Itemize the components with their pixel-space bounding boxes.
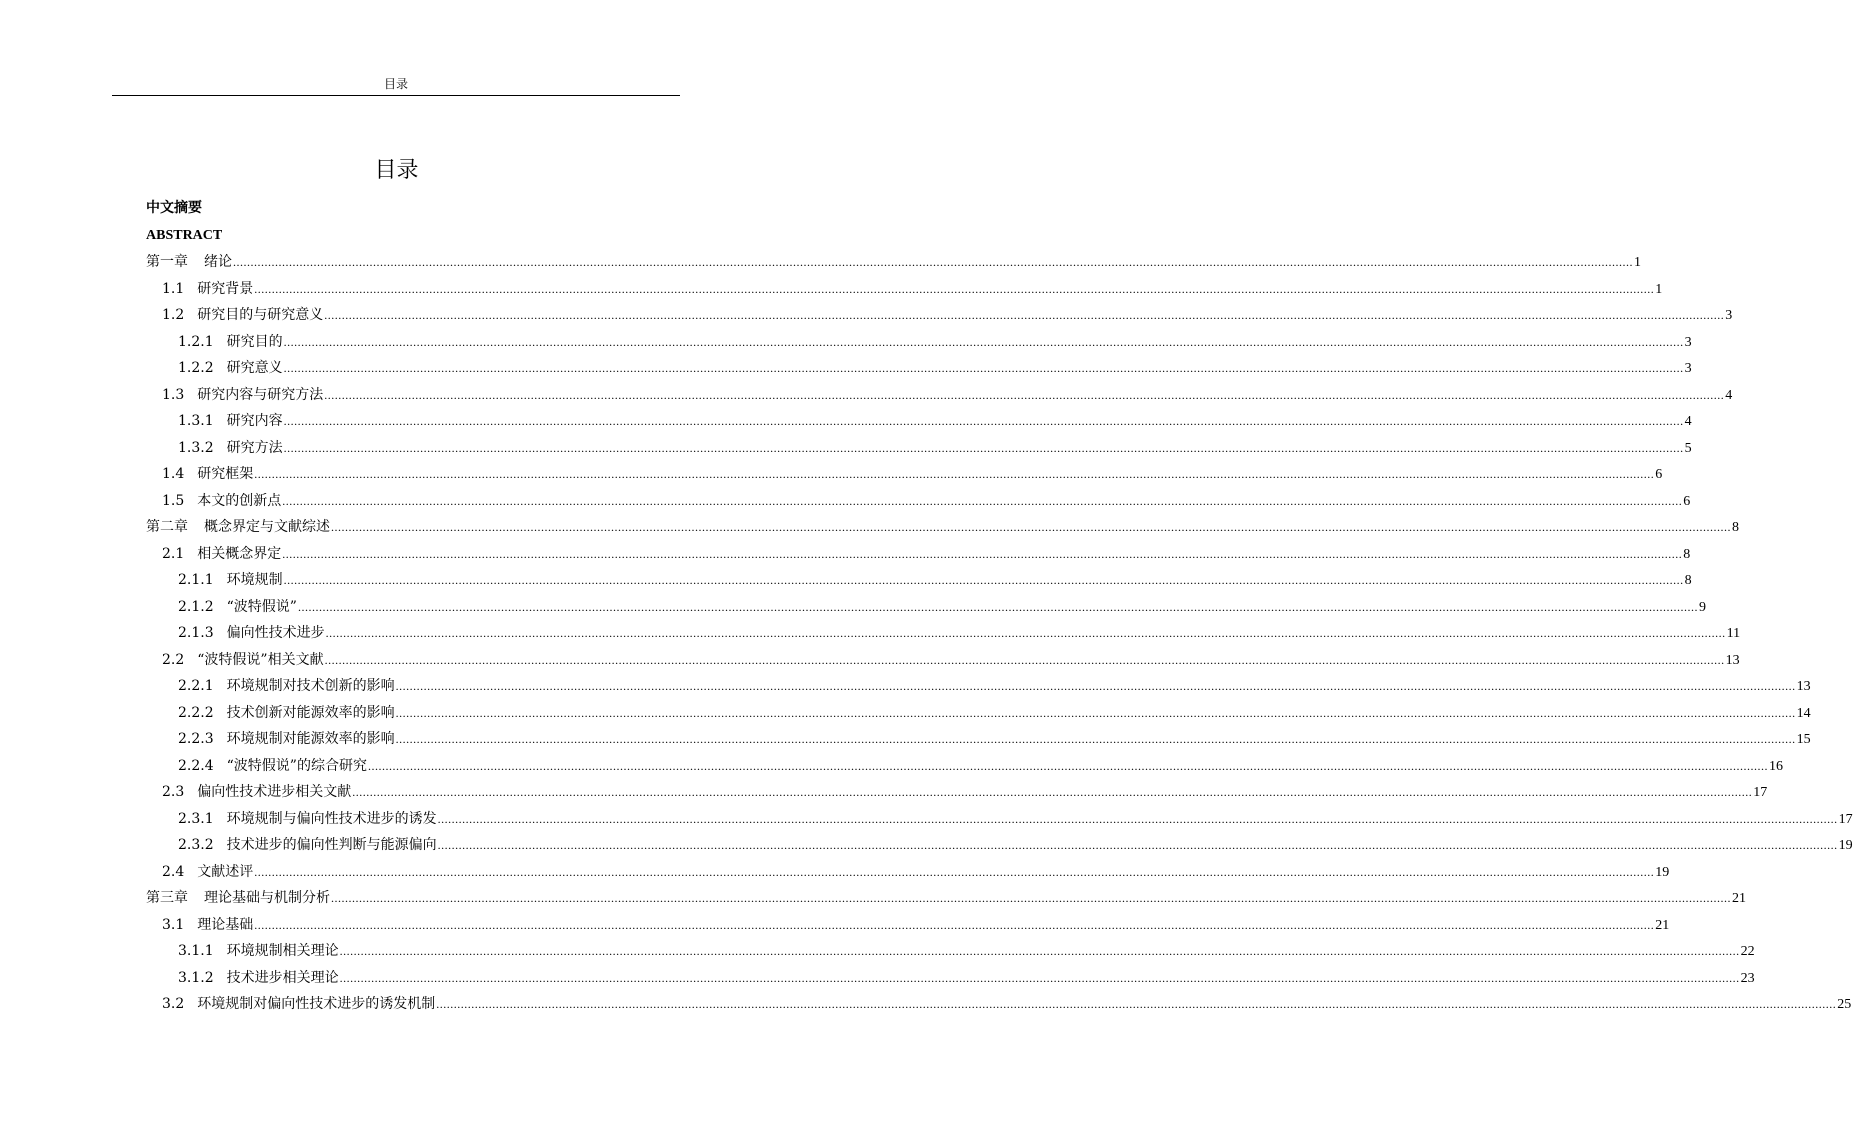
toc-entry[interactable] bbox=[162, 464, 1663, 485]
toc-dot-leader: ................................................................................................................................................................................................................................................................................................................................................................................................................ bbox=[367, 758, 1768, 773]
toc-entry-title: 理论基础与机制分析 bbox=[204, 890, 330, 906]
toc-dot-leader: ................................................................................................................................................................................................................................................................................................................................................................................................................ bbox=[282, 546, 1683, 561]
toc-entry[interactable] bbox=[162, 491, 1691, 512]
toc-dot-leader: ................................................................................................................................................................................................................................................................................................................................................................................................................ bbox=[324, 652, 1725, 667]
toc-entry-page-number: 8 bbox=[1684, 573, 1692, 588]
toc-entry-title: 环境规制 bbox=[226, 572, 283, 588]
toc-dot-leader: ................................................................................................................................................................................................................................................................................................................................................................................................................ bbox=[283, 440, 1684, 455]
toc-entry-page-number: 1 bbox=[1634, 255, 1641, 270]
toc-entry-page-number: 14 bbox=[1796, 705, 1811, 721]
toc-entry-page-number: 17 bbox=[1753, 785, 1768, 800]
toc-dot-leader: ................................................................................................................................................................................................................................................................................................................................................................................................................ bbox=[254, 467, 1655, 481]
toc-dot-leader: ................................................................................................................................................................................................................................................................................................................................................................................................................ bbox=[331, 891, 1731, 905]
toc-entry-chinese-abstract[interactable]: 中文摘要 bbox=[146, 201, 202, 216]
toc-entry-number: 2.1 bbox=[162, 545, 185, 562]
toc-entry-title: 相关概念界定 bbox=[197, 545, 282, 562]
toc-entry[interactable] bbox=[146, 517, 1739, 538]
toc-entry-number: 2.3.2 bbox=[178, 837, 214, 853]
toc-entry-number: 2.3 bbox=[162, 784, 185, 800]
toc-entry-page-number: 13 bbox=[1796, 679, 1811, 694]
toc-entry-number: 2.2.2 bbox=[178, 704, 214, 721]
toc-entry-page-number: 11 bbox=[1726, 626, 1741, 641]
toc-entry-page-number: 4 bbox=[1725, 387, 1733, 403]
toc-entry-page-number: 6 bbox=[1683, 493, 1691, 509]
toc-entry[interactable] bbox=[178, 411, 1692, 432]
toc-entry[interactable] bbox=[162, 994, 1852, 1015]
toc-entry[interactable] bbox=[146, 888, 1746, 909]
toc-entry[interactable] bbox=[178, 835, 1853, 856]
toc-entry-number: 1.5 bbox=[162, 492, 185, 509]
toc-entry-number: 1.3 bbox=[162, 386, 185, 403]
toc-dot-leader: ................................................................................................................................................................................................................................................................................................................................................................................................................ bbox=[282, 493, 1683, 508]
toc-entry-title: 环境规制与偏向性技术进步的诱发 bbox=[226, 810, 437, 827]
toc-entry[interactable] bbox=[146, 252, 1641, 273]
toc-entry-page-number: 16 bbox=[1768, 758, 1783, 774]
toc-entry-number: 2.2.4 bbox=[178, 757, 214, 774]
toc-entry-title: 环境规制对偏向性技术进步的诱发机制 bbox=[197, 996, 436, 1012]
page-title: 目录 bbox=[374, 158, 419, 183]
toc-entry-number: 2.1.3 bbox=[178, 625, 214, 641]
toc-entry-page-number: 25 bbox=[1837, 997, 1852, 1012]
toc-entry[interactable] bbox=[178, 809, 1853, 830]
toc-dot-leader: ................................................................................................................................................................................................................................................................................................................................................................................................................ bbox=[283, 334, 1684, 349]
toc-entry-title: 环境规制对能源效率的影响 bbox=[226, 731, 395, 747]
toc-entry-number: 2.1.2 bbox=[178, 598, 214, 615]
header-rule bbox=[112, 95, 680, 96]
toc-entry[interactable] bbox=[178, 570, 1692, 591]
toc-dot-leader: ................................................................................................................................................................................................................................................................................................................................................................................................................ bbox=[283, 361, 1684, 375]
toc-entry-page-number: 19 bbox=[1838, 838, 1853, 853]
toc-entry[interactable] bbox=[178, 729, 1811, 750]
toc-entry[interactable] bbox=[162, 862, 1670, 883]
toc-entry-number: 3.1.1 bbox=[178, 943, 214, 959]
toc-entry-page-number: 3 bbox=[1725, 308, 1733, 323]
toc-dot-leader: ................................................................................................................................................................................................................................................................................................................................................................................................................ bbox=[254, 864, 1655, 879]
toc-entry-title: “波特假说”相关文献 bbox=[197, 651, 324, 668]
toc-dot-leader: ................................................................................................................................................................................................................................................................................................................................................................................................................ bbox=[339, 944, 1740, 958]
toc-dot-leader: ................................................................................................................................................................................................................................................................................................................................................................................................................ bbox=[297, 599, 1698, 614]
toc-entry-number: 2.2 bbox=[162, 651, 185, 668]
toc-entry-title: 研究内容 bbox=[226, 413, 283, 429]
toc-entry-page-number: 9 bbox=[1698, 599, 1706, 615]
toc-entry-title: 技术进步的偏向性判断与能源偏向 bbox=[226, 837, 437, 853]
toc-dot-leader: ................................................................................................................................................................................................................................................................................................................................................................................................................ bbox=[283, 573, 1684, 587]
toc-entry-title: 技术进步相关理论 bbox=[226, 969, 339, 986]
toc-entry-number: 1.2.2 bbox=[178, 360, 214, 376]
toc-entry-title: 研究目的 bbox=[226, 333, 283, 350]
toc-entry[interactable] bbox=[162, 305, 1733, 326]
toc-entry-title: 本文的创新点 bbox=[197, 492, 282, 509]
toc-dot-leader: ................................................................................................................................................................................................................................................................................................................................................................................................................ bbox=[437, 811, 1838, 826]
toc-entry-page-number: 8 bbox=[1683, 546, 1691, 562]
toc-entry-number: 2.4 bbox=[162, 863, 185, 880]
toc-entry-number: 1.2.1 bbox=[178, 333, 214, 350]
toc-entry-number: 1.3.1 bbox=[178, 413, 214, 429]
toc-entry-page-number: 15 bbox=[1796, 732, 1811, 747]
toc-entry-page-number: 6 bbox=[1655, 467, 1663, 482]
toc-entry-number: 1.2 bbox=[162, 307, 185, 323]
toc-dot-leader: ................................................................................................................................................................................................................................................................................................................................................................................................................ bbox=[331, 520, 1731, 534]
toc-dot-leader: ................................................................................................................................................................................................................................................................................................................................................................................................................ bbox=[324, 387, 1725, 402]
toc-dot-leader: ................................................................................................................................................................................................................................................................................................................................................................................................................ bbox=[339, 970, 1740, 985]
toc-dot-leader: ................................................................................................................................................................................................................................................................................................................................................................................................................ bbox=[283, 414, 1684, 428]
toc-entry-page-number: 4 bbox=[1684, 414, 1692, 429]
toc-dot-leader: ................................................................................................................................................................................................................................................................................................................................................................................................................ bbox=[254, 281, 1655, 296]
toc-entry-title: 研究目的与研究意义 bbox=[197, 307, 324, 323]
toc-entry-page-number: 1 bbox=[1655, 281, 1663, 297]
toc-entry-title: 技术创新对能源效率的影响 bbox=[226, 704, 395, 721]
toc-entry-number: 3.1 bbox=[162, 916, 185, 933]
toc-entry-page-number: 19 bbox=[1655, 864, 1670, 880]
toc-entry-number: 2.2.3 bbox=[178, 731, 214, 747]
toc-entry-title: “波特假说” bbox=[226, 598, 297, 615]
toc-entry-page-number: 13 bbox=[1725, 652, 1740, 668]
toc-entry[interactable] bbox=[178, 676, 1811, 697]
toc-entry-title: 概念界定与文献综述 bbox=[204, 519, 330, 535]
toc-dot-leader: ................................................................................................................................................................................................................................................................................................................................................................................................................ bbox=[437, 838, 1838, 852]
toc-entry-title: 偏向性技术进步相关文献 bbox=[197, 784, 352, 800]
toc-entry-number: 1.1 bbox=[162, 280, 185, 297]
toc-entry[interactable] bbox=[178, 756, 1783, 777]
toc-entry-title: 环境规制对技术创新的影响 bbox=[226, 678, 395, 694]
toc-entry-page-number: 21 bbox=[1732, 891, 1746, 906]
toc-entry[interactable] bbox=[162, 782, 1768, 803]
toc-dot-leader: ................................................................................................................................................................................................................................................................................................................................................................................................................ bbox=[352, 785, 1753, 799]
toc-entry-title: “波特假说”的综合研究 bbox=[226, 757, 367, 774]
toc-entry-page-number: 17 bbox=[1838, 811, 1853, 827]
toc-entry-number: 第一章 bbox=[146, 254, 188, 270]
toc-entry-number: 2.2.1 bbox=[178, 678, 214, 694]
toc-entry[interactable] bbox=[162, 544, 1691, 565]
toc-entry-number: 第二章 bbox=[146, 519, 188, 535]
toc-entry-title: 文献述评 bbox=[197, 863, 254, 880]
toc-entry-title: 环境规制相关理论 bbox=[226, 943, 339, 959]
toc-entry-page-number: 3 bbox=[1684, 361, 1692, 376]
toc-entry[interactable] bbox=[178, 941, 1755, 962]
toc-dot-leader: ................................................................................................................................................................................................................................................................................................................................................................................................................ bbox=[395, 679, 1796, 693]
toc-entry-page-number: 23 bbox=[1740, 970, 1755, 986]
toc-dot-leader: ................................................................................................................................................................................................................................................................................................................................................................................................................ bbox=[395, 732, 1796, 746]
toc-entry[interactable] bbox=[178, 623, 1741, 644]
toc-entry-number: 3.1.2 bbox=[178, 969, 214, 986]
toc-entry[interactable] bbox=[162, 915, 1670, 936]
toc-entry[interactable] bbox=[162, 279, 1663, 300]
toc-entry-abstract[interactable]: ABSTRACT bbox=[146, 228, 223, 243]
toc-entry-number: 1.3.2 bbox=[178, 439, 214, 456]
toc-entry-page-number: 5 bbox=[1684, 440, 1692, 456]
toc-entry-number: 3.2 bbox=[162, 996, 185, 1012]
toc-entry[interactable] bbox=[162, 385, 1733, 406]
toc-entry[interactable] bbox=[178, 332, 1692, 353]
toc-entry-title: 绪论 bbox=[204, 254, 232, 270]
toc-entry-page-number: 21 bbox=[1655, 917, 1670, 933]
toc-entry[interactable] bbox=[178, 597, 1706, 618]
toc-entry-title: 研究内容与研究方法 bbox=[197, 386, 324, 403]
toc-dot-leader: ................................................................................................................................................................................................................................................................................................................................................................................................................ bbox=[254, 917, 1655, 932]
toc-entry[interactable] bbox=[162, 650, 1740, 671]
toc-entry-number: 第三章 bbox=[146, 890, 188, 906]
toc-entry-number: 2.1.1 bbox=[178, 572, 214, 588]
toc-entry[interactable] bbox=[178, 438, 1692, 459]
toc-dot-leader: ................................................................................................................................................................................................................................................................................................................................................................................................................ bbox=[436, 997, 1837, 1011]
toc-entry-page-number: 3 bbox=[1684, 334, 1692, 350]
toc-entry-title: 偏向性技术进步 bbox=[226, 625, 325, 641]
running-header: 目录 bbox=[383, 77, 408, 91]
toc-dot-leader: ................................................................................................................................................................................................................................................................................................................................................................................................................ bbox=[233, 255, 1633, 269]
toc-entry-number: 1.4 bbox=[162, 466, 185, 482]
toc-entry[interactable] bbox=[178, 358, 1692, 379]
toc-entry[interactable] bbox=[178, 968, 1755, 989]
toc-entry-page-number: 22 bbox=[1740, 944, 1755, 959]
toc-entry-title: 研究背景 bbox=[197, 280, 254, 297]
toc-entry-title: 研究意义 bbox=[226, 360, 283, 376]
toc-entry-title: 理论基础 bbox=[197, 916, 254, 933]
toc-dot-leader: ................................................................................................................................................................................................................................................................................................................................................................................................................ bbox=[325, 626, 1726, 640]
toc-entry-page-number: 8 bbox=[1732, 520, 1739, 535]
toc-entry-title: 研究方法 bbox=[226, 439, 283, 456]
toc-entry-number: 2.3.1 bbox=[178, 810, 214, 827]
toc-entry[interactable] bbox=[178, 703, 1811, 724]
toc-dot-leader: ................................................................................................................................................................................................................................................................................................................................................................................................................ bbox=[395, 705, 1796, 720]
toc-entry-title: 研究框架 bbox=[197, 466, 254, 482]
toc-dot-leader: ................................................................................................................................................................................................................................................................................................................................................................................................................ bbox=[324, 308, 1725, 322]
